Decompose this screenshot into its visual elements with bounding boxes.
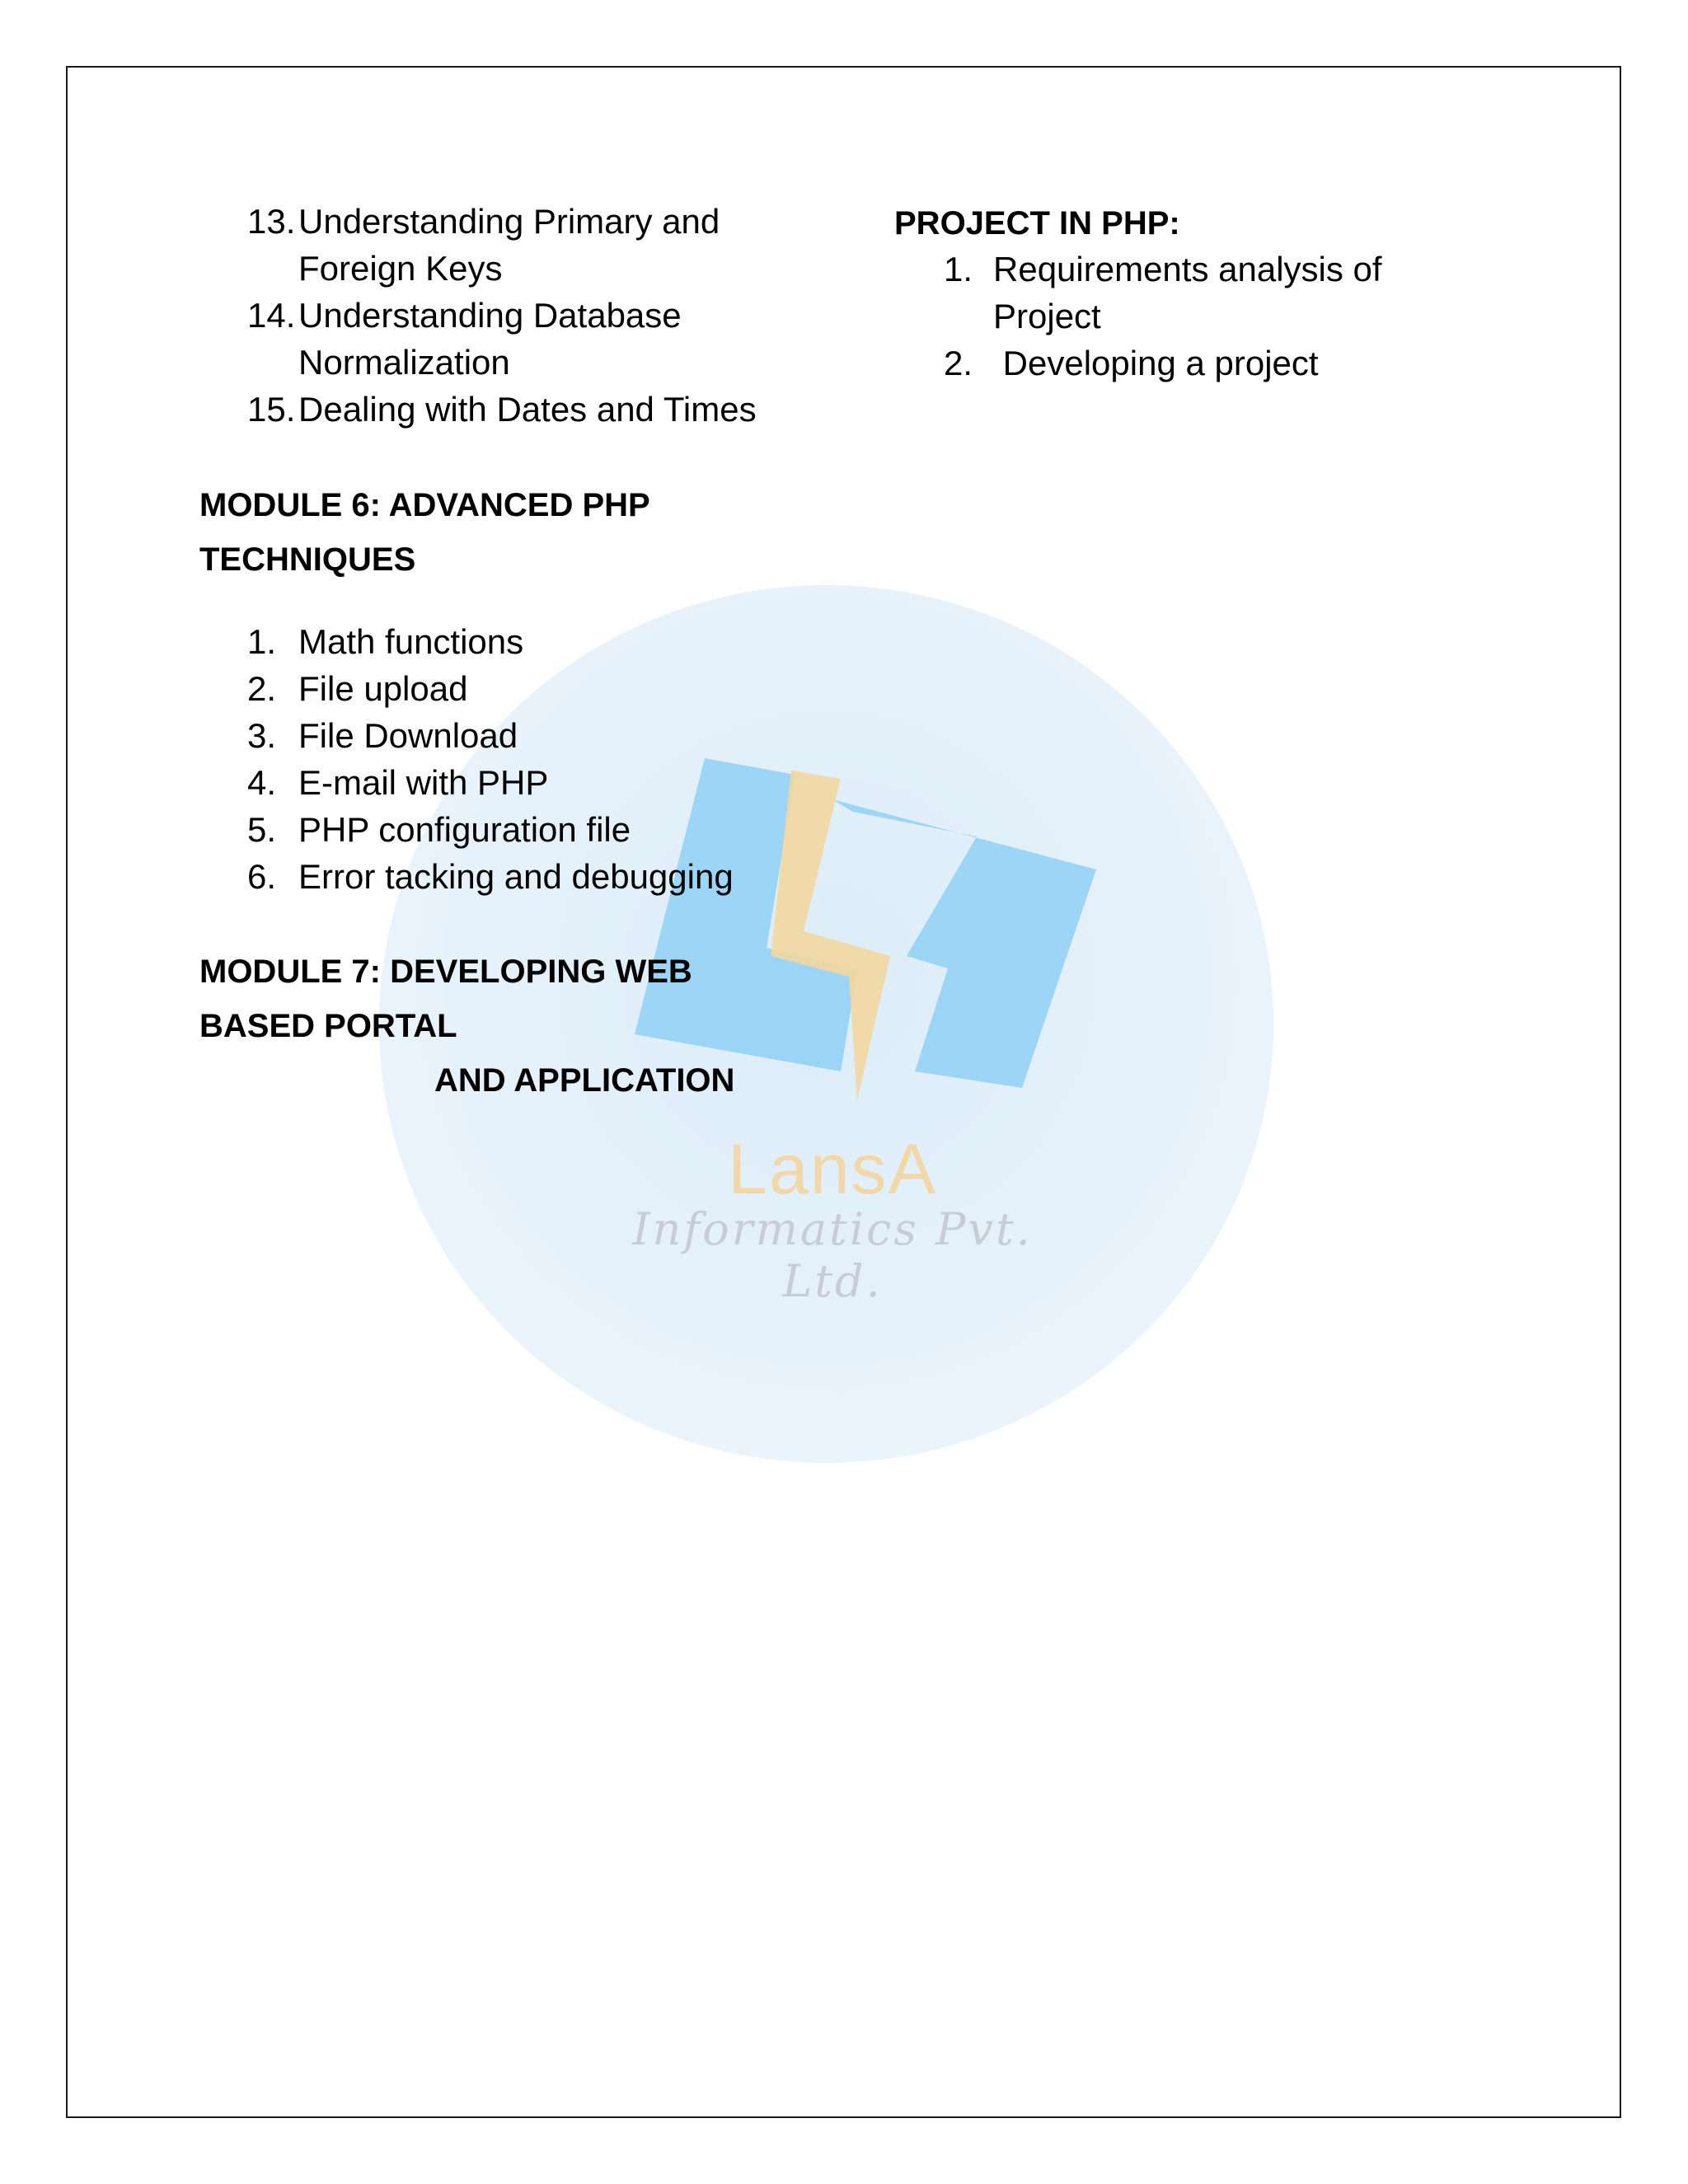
list-item-line: Normalization	[298, 343, 510, 382]
list-item-text: Error tacking and debugging	[298, 857, 734, 896]
list-number: 3.	[247, 716, 277, 755]
list-item-line: Developing a project	[993, 344, 1319, 382]
list-item	[247, 712, 734, 759]
list-item	[247, 665, 734, 712]
list-number: 4.	[247, 763, 277, 802]
list-item-text: E-mail with PHP	[298, 763, 549, 802]
list-number: 6.	[247, 857, 277, 896]
list-item-line: Understanding Database	[298, 296, 682, 335]
list-item	[247, 853, 734, 900]
watermark-brand: LansA	[728, 1130, 937, 1209]
list-item-line: Project	[993, 297, 1101, 335]
list-item	[247, 806, 734, 853]
list-item-line: Understanding Primary and	[298, 202, 720, 241]
list-item	[944, 246, 1382, 340]
module-6-heading-line: MODULE 6: ADVANCED PHP	[199, 487, 650, 523]
list-number: 2.	[944, 344, 973, 382]
watermark-tagline: Informatics Pvt. Ltd.	[632, 1203, 1033, 1307]
module-6-list	[247, 618, 734, 900]
module-6-heading-line: TECHNIQUES	[199, 541, 416, 578]
module-6-heading	[199, 478, 650, 587]
list-number: 2.	[247, 669, 277, 708]
list-item-text: File Download	[298, 716, 518, 755]
module-7-heading-line: MODULE 7: DEVELOPING WEB	[199, 954, 692, 990]
continued-list	[247, 198, 757, 433]
list-number: 13.	[247, 202, 296, 241]
list-number: 14.	[247, 296, 296, 335]
list-item-line: Requirements analysis of	[993, 250, 1382, 288]
list-item	[247, 618, 734, 665]
list-item	[247, 759, 734, 806]
module-7-heading-line: AND APPLICATION	[434, 1062, 735, 1099]
list-item	[247, 198, 757, 292]
list-item-text: Math functions	[298, 622, 524, 661]
list-item-line: Dealing with Dates and Times	[298, 390, 757, 429]
list-item-line: Foreign Keys	[298, 249, 503, 288]
module-7-heading-line: BASED PORTAL	[199, 1008, 457, 1044]
project-list	[944, 246, 1382, 387]
list-item	[247, 292, 757, 386]
list-item-text: PHP configuration file	[298, 810, 631, 849]
list-item	[247, 386, 757, 433]
list-item	[944, 340, 1382, 387]
list-number: 1.	[247, 622, 277, 661]
list-number: 15.	[247, 390, 296, 429]
list-number: 1.	[944, 250, 973, 288]
project-heading: PROJECT IN PHP:	[894, 205, 1180, 241]
module-7-heading	[199, 944, 734, 1108]
list-number: 5.	[247, 810, 277, 849]
list-item-text: File upload	[298, 669, 468, 708]
